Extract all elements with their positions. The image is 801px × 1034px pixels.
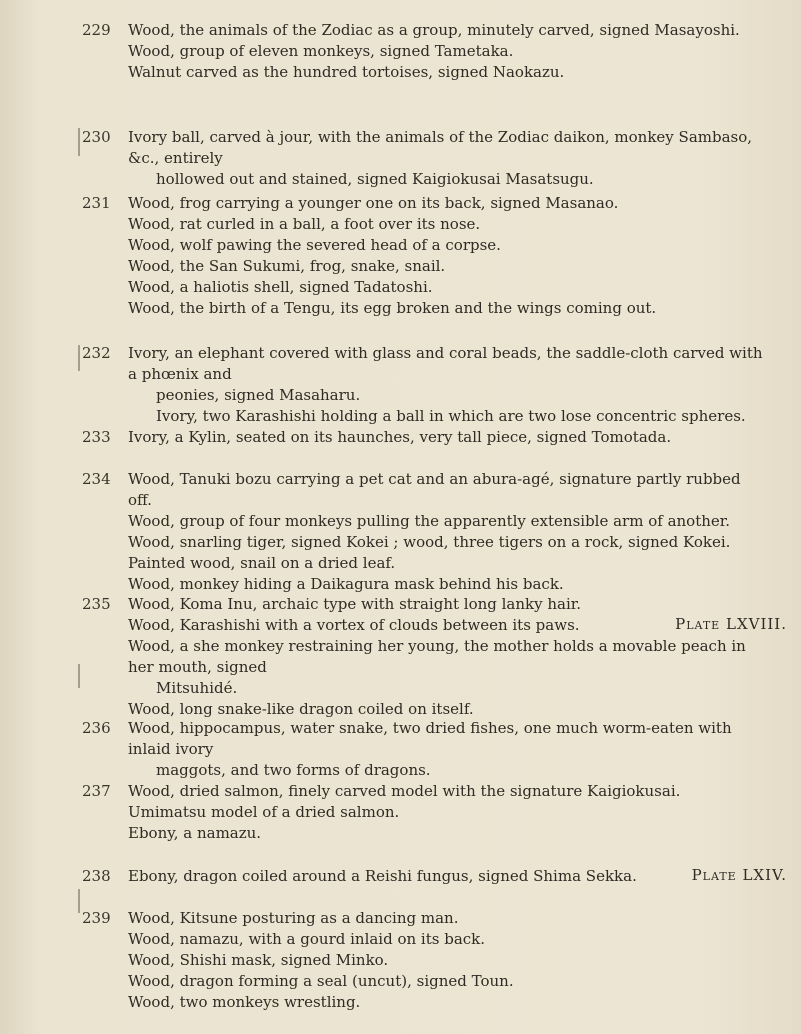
entry-line: Ivory, an elephant covered with glass and coral beads, the saddle-cloth carved with a phœnix and	[128, 344, 763, 383]
entry-line: Ivory, two Karashishi holding a ball in which are two lose concentric spheres.	[156, 407, 746, 425]
lot-number: 238	[82, 867, 111, 885]
lot-number: 231	[82, 194, 111, 212]
plate-reference: Plate LXIV.	[691, 866, 787, 884]
lot-number: 232	[82, 344, 111, 362]
lot-entry	[128, 781, 768, 844]
lot-number: 234	[82, 470, 111, 488]
lot-231	[0, 193, 801, 319]
lot-233	[0, 427, 801, 448]
entry-line: Wood, two monkeys wrestling.	[128, 993, 361, 1011]
lot-number: 236	[82, 719, 111, 737]
lot-entry	[128, 127, 768, 190]
lot-entry	[128, 718, 768, 781]
entry-line: Mitsuhidé.	[156, 679, 238, 697]
lot-number: 233	[82, 428, 111, 446]
entry-line: peonies, signed Masaharu.	[156, 386, 361, 404]
lot-entry	[128, 469, 768, 595]
entry-line: Wood, group of eleven monkeys, signed Tametaka.	[128, 42, 514, 60]
lot-entry	[128, 908, 768, 1013]
entry-line: Wood, snarling tiger, signed Kokei ; wood, three tigers on a rock, signed Kokei.	[128, 533, 731, 551]
lot-234	[0, 469, 801, 595]
entry-line: Wood, the San Sukumi, frog, snake, snail.	[128, 257, 446, 275]
entry-line: Wood, dried salmon, finely carved model with the signature Kaigiokusai.	[128, 782, 681, 800]
lot-232	[0, 343, 801, 427]
plate-reference: Plate LXVIII.	[675, 615, 787, 633]
lot-number: 239	[82, 909, 111, 927]
lot-236	[0, 718, 801, 781]
entry-line: Umimatsu model of a dried salmon.	[128, 803, 400, 821]
lot-239	[0, 908, 801, 1013]
entry-line: Wood, Karashishi with a vortex of clouds between its paws.	[128, 616, 580, 634]
entry-line: Ivory, a Kylin, seated on its haunches, very tall piece, signed Tomotada.	[128, 428, 672, 446]
entry-line: Wood, the birth of a Tengu, its egg broken and the wings coming out.	[128, 299, 657, 317]
entry-line: Wood, frog carrying a younger one on its back, signed Masanao.	[128, 194, 619, 212]
entry-line: Wood, rat curled in a ball, a foot over its nose.	[128, 215, 481, 233]
lot-entry	[128, 594, 768, 720]
entry-line: Wood, namazu, with a gourd inlaid on its back.	[128, 930, 486, 948]
lot-238	[0, 866, 801, 887]
entry-line: Painted wood, snail on a dried leaf.	[128, 554, 396, 572]
lot-number: 237	[82, 782, 111, 800]
entry-line: Wood, group of four monkeys pulling the apparently extensible arm of another.	[128, 512, 731, 530]
entry-line: Wood, dragon forming a seal (uncut), signed Toun.	[128, 972, 514, 990]
lot-entry	[128, 20, 768, 83]
entry-line: Wood, wolf pawing the severed head of a corpse.	[128, 236, 501, 254]
entry-line: Wood, a she monkey restraining her young, the mother holds a movable peach in her mouth, signed	[128, 637, 746, 676]
entry-line: Wood, Koma Inu, archaic type with straight long lanky hair.	[128, 595, 582, 613]
entry-line: Wood, Shishi mask, signed Minko.	[128, 951, 389, 969]
lot-229	[0, 20, 801, 83]
entry-line: Wood, Kitsune posturing as a dancing man.	[128, 909, 459, 927]
entry-line: Wood, a haliotis shell, signed Tadatoshi.	[128, 278, 433, 296]
lot-230	[0, 127, 801, 190]
lot-237	[0, 781, 801, 844]
entry-line: Wood, Tanuki bozu carrying a pet cat and an abura-agé, signature partly rubbed off.	[128, 470, 741, 509]
lot-entry	[128, 866, 768, 887]
entry-line: maggots, and two forms of dragons.	[156, 761, 431, 779]
entry-line: Ivory ball, carved à jour, with the animals of the Zodiac daikon, monkey Sambaso, &c., entirely	[128, 128, 753, 167]
lot-number: 230	[82, 128, 111, 146]
lot-number: 229	[82, 21, 111, 39]
entry-line: Ebony, a namazu.	[128, 824, 262, 842]
entry-line: Ebony, dragon coiled around a Reishi fungus, signed Shima Sekka.	[128, 867, 637, 885]
entry-line: Wood, the animals of the Zodiac as a group, minutely carved, signed Masayoshi.	[128, 21, 740, 39]
lot-entry	[128, 427, 768, 448]
entry-line: Wood, long snake-like dragon coiled on itself.	[128, 700, 474, 718]
lot-entry	[128, 343, 768, 427]
lot-number: 235	[82, 595, 111, 613]
entry-line: Wood, monkey hiding a Daikagura mask behind his back.	[128, 575, 564, 593]
lot-235	[0, 594, 801, 720]
entry-line: hollowed out and stained, signed Kaigiokusai Masatsugu.	[156, 170, 594, 188]
entry-line: Walnut carved as the hundred tortoises, signed Naokazu.	[128, 63, 565, 81]
entry-line: Wood, hippocampus, water snake, two dried fishes, one much worm-eaten with inlaid ivory	[128, 719, 732, 758]
lot-entry	[128, 193, 768, 319]
